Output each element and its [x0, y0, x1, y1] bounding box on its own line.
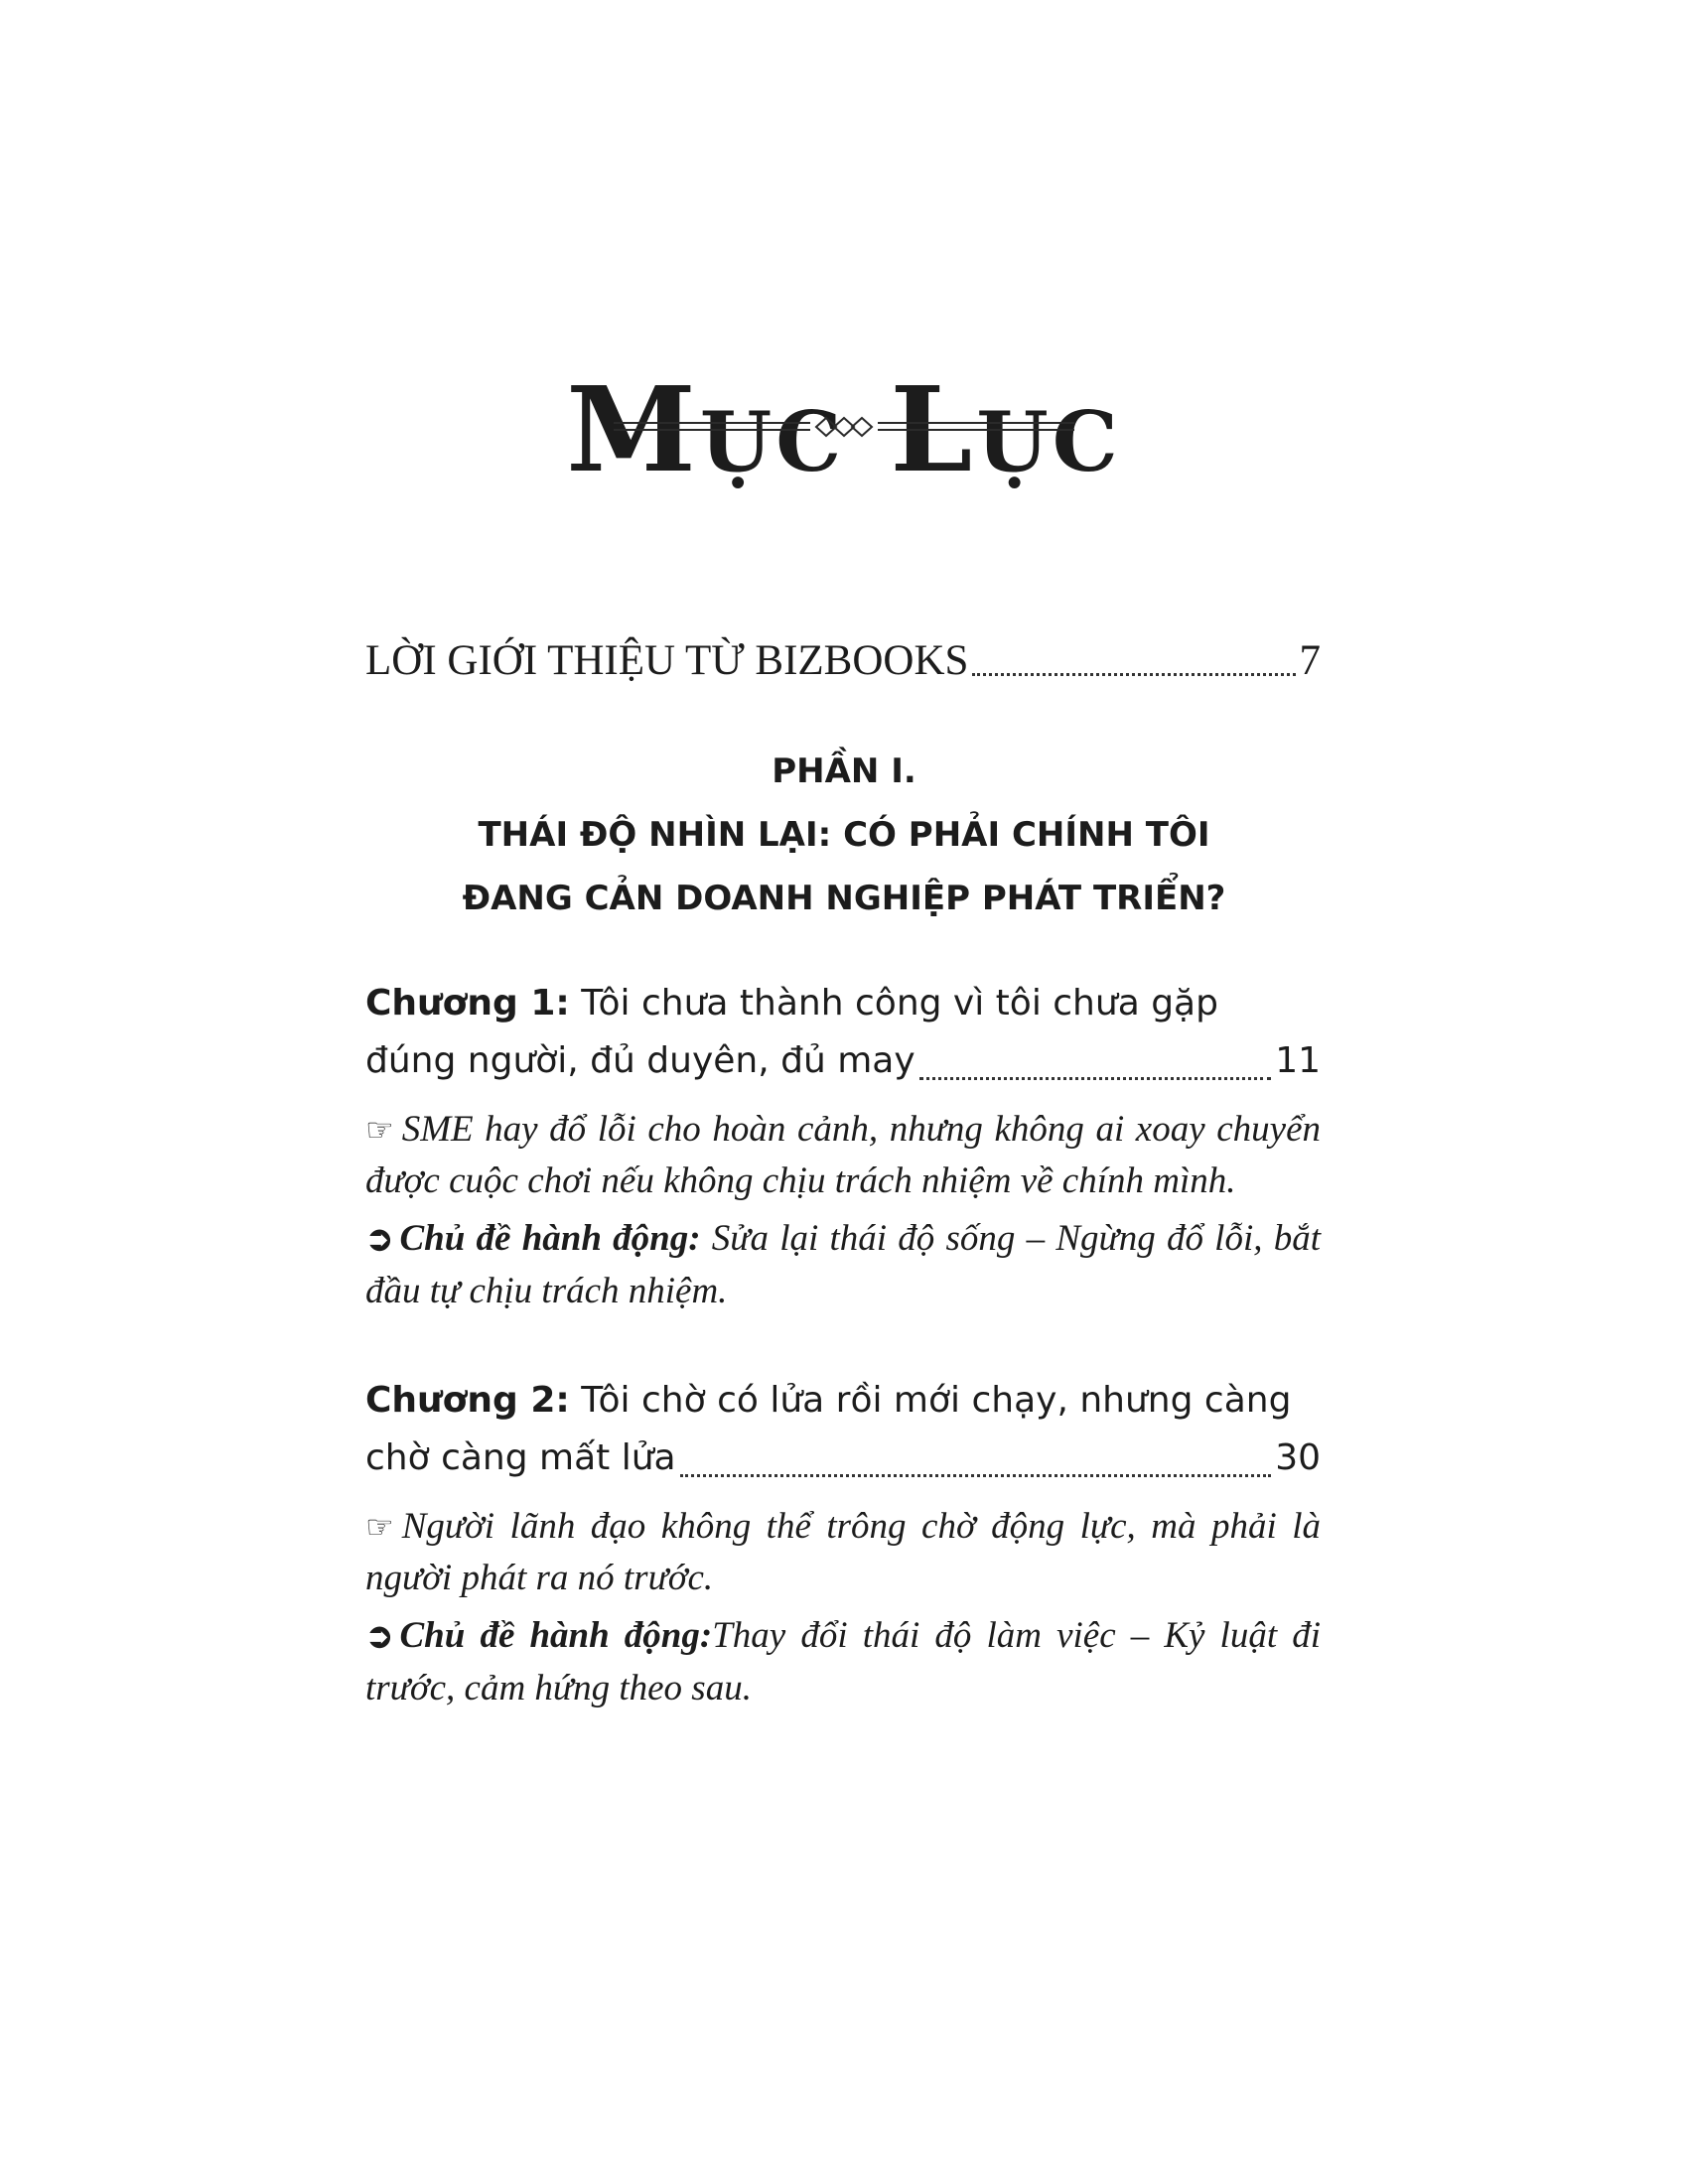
toc-chapter-1[interactable]	[365, 975, 1321, 1317]
chapter-action-topic	[365, 1213, 1321, 1317]
dot-leader	[680, 1474, 1272, 1477]
dot-leader	[919, 1077, 1272, 1080]
chapter-label: Chương 1:	[365, 983, 570, 1024]
chapter-heading	[365, 1372, 1321, 1487]
action-label: Chủ đề hành động:	[399, 1615, 713, 1656]
chapter-label: Chương 2:	[365, 1380, 570, 1421]
chapter-note	[365, 1104, 1321, 1207]
chapter-note-text: Người lãnh đạo không thể trông chờ động lực, mà phải là người phát ra nó trước.	[365, 1506, 1321, 1598]
chapter-title-line-2: đúng người, đủ duyên, đủ may	[365, 1040, 915, 1081]
pointing-hand-icon: ☞	[365, 1509, 394, 1545]
arrow-right-icon: ➲	[365, 1221, 394, 1258]
part-title-line-2: ĐANG CẢN DOANH NGHIỆP PHÁT TRIỂN?	[462, 879, 1226, 918]
title-ornament-divider	[614, 412, 1074, 442]
toc-page-number: 11	[1275, 1040, 1321, 1081]
chapter-action-topic	[365, 1610, 1321, 1714]
chapter-heading	[365, 975, 1321, 1090]
action-text: Thay đổi thái độ làm việc – Kỷ luật đi trước, cảm hứng theo sau.	[365, 1615, 1322, 1708]
action-label: Chủ đề hành động:	[399, 1218, 701, 1259]
dot-leader	[972, 673, 1295, 676]
toc-entry-intro[interactable]	[365, 635, 1321, 687]
part-title-line-1: THÁI ĐỘ NHÌN LẠI: CÓ PHẢI CHÍNH TÔI	[478, 815, 1210, 855]
toc-page-number: 7	[1299, 637, 1321, 684]
action-text: Sửa lại thái độ sống – Ngừng đổ lỗi, bắt đầu tự chịu trách nhiệm.	[365, 1218, 1321, 1311]
part-number: PHẦN I.	[772, 751, 916, 791]
chapter-title-line-1: Tôi chưa thành công vì tôi chưa gặp	[581, 983, 1218, 1024]
chapter-note	[365, 1501, 1321, 1604]
chapter-title-line-1: Tôi chờ có lửa rồi mới chạy, nhưng càng	[581, 1380, 1292, 1421]
chapter-title-line-2: chờ càng mất lửa	[365, 1437, 676, 1478]
toc-entry-label: LỜI GIỚI THIỆU TỪ BIZBOOKS	[365, 637, 969, 684]
toc-page-number: 30	[1275, 1437, 1321, 1478]
pointing-hand-icon: ☞	[365, 1112, 394, 1148]
page-title: Mục Lục	[566, 360, 1122, 499]
chapter-note-text: SME hay đổ lỗi cho hoàn cảnh, nhưng không ai xoay chuyển được cuộc chơi nếu không chịu trách nhiệm về chính mình.	[365, 1109, 1321, 1201]
arrow-right-icon: ➲	[365, 1618, 394, 1655]
part-heading	[298, 740, 1390, 930]
toc-chapter-2[interactable]	[365, 1372, 1321, 1714]
